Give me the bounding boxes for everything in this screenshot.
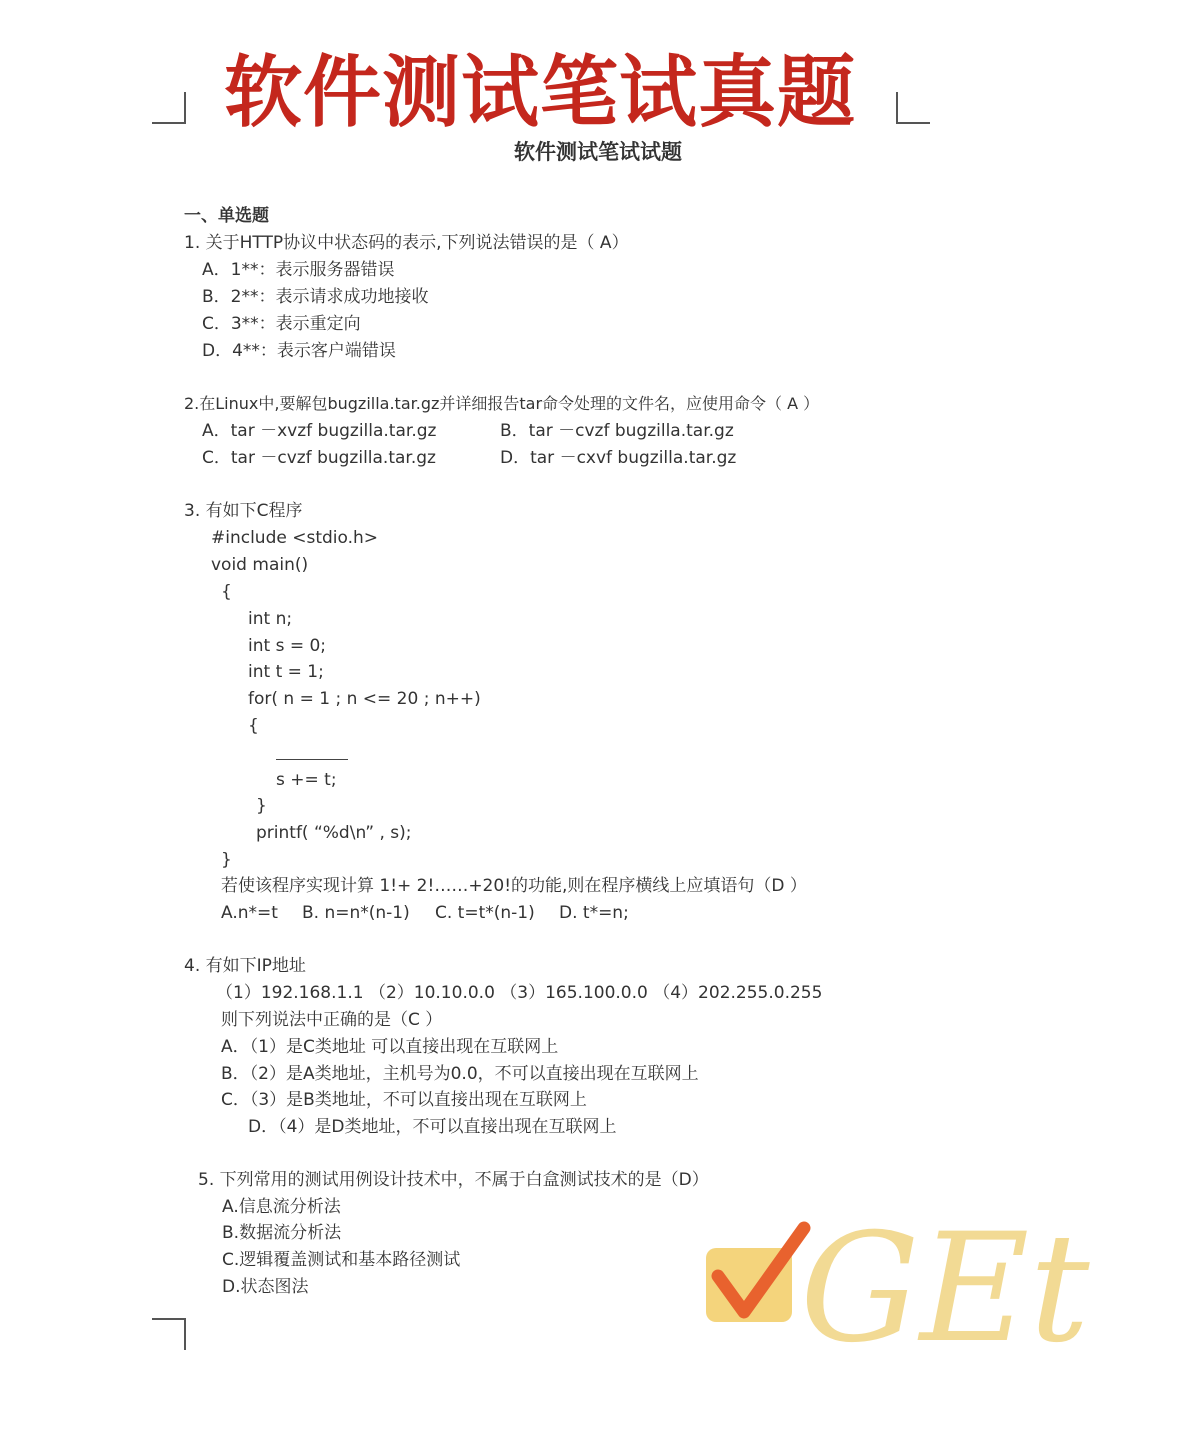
question-3-stem: 3. 有如下C程序 [184,501,303,521]
code-line: } [221,850,232,870]
code-line: printf( “%d\n” , s); [256,823,412,843]
question-1-option-c: C．3**：表示重定向 [202,314,361,334]
question-1-option-b: B．2**：表示请求成功地接收 [202,287,429,307]
get-watermark-text: GEt [800,1202,1090,1376]
code-line: int t = 1; [248,662,324,682]
code-line: void main() [211,555,309,575]
question-4-option-c: C．（3）是B类地址，不可以直接出现在互联网上 [221,1090,587,1110]
code-line: { [221,582,232,602]
question-4-ip-list: （1）192.168.1.1 （2）10.10.0.0 （3）165.100.0.0 （4）202.255.0.255 [216,983,823,1003]
code-line: { [248,716,259,736]
question-1-stem: 1. 关于HTTP协议中状态码的表示,下列说法错误的是（ A） [184,233,629,253]
question-2-option-d: D．tar －cxvf bugzilla.tar.gz [500,448,737,468]
section-title: 一、单选题 [184,206,269,226]
question-5-option-b: B.数据流分析法 [222,1223,342,1243]
question-3-option-b: B. n=n*(n-1) [302,903,410,923]
corner-mark-bottom-left [152,1318,186,1350]
question-5-stem: 5. 下列常用的测试用例设计技术中，不属于白盒测试技术的是（D） [198,1170,709,1190]
question-3-option-d: D. t*=n; [559,903,629,923]
question-3-option-a: A.n*=t [221,903,278,923]
code-line: } [256,796,267,816]
code-line: int s = 0; [248,636,327,656]
question-1-option-a: A．1**：表示服务器错误 [202,260,395,280]
question-5-option-c: C.逻辑覆盖测试和基本路径测试 [222,1250,461,1270]
question-4-stem: 4. 有如下IP地址 [184,956,306,976]
question-4-option-a: A．（1）是C类地址 可以直接出现在互联网上 [221,1037,559,1057]
code-line: #include <stdio.h> [211,528,379,548]
question-5-option-d: D.状态图法 [222,1277,309,1297]
code-line: for( n = 1 ; n <= 20 ; n++) [248,689,481,709]
question-4-question: 则下列说法中正确的是（C ） [221,1010,443,1030]
question-1-option-d: D．4**：表示客户端错误 [202,341,396,361]
question-2-stem: 2.在Linux中,要解包bugzilla.tar.gz并详细报告tar命令处理的文件名，应使用命令（ A ） [184,394,820,413]
question-2-option-b: B．tar －cvzf bugzilla.tar.gz [500,421,734,441]
question-2-option-c: C．tar －cvzf bugzilla.tar.gz [202,448,436,468]
code-line: int n; [248,609,293,629]
document-subtitle: 软件测试笔试试题 [514,140,682,164]
question-5-option-a: A.信息流分析法 [222,1197,341,1217]
get-watermark [700,1180,1090,1376]
banner-title: 软件测试笔试真题 [223,48,856,138]
question-4-option-b: B．（2）是A类地址，主机号为0.0，不可以直接出现在互联网上 [221,1064,699,1084]
question-4-option-d: D．（4）是D类地址，不可以直接出现在互联网上 [248,1117,617,1137]
question-3-question: 若使该程序实现计算 1!+ 2!……+20!的功能,则在程序横线上应填语句（D ） [221,876,807,896]
question-3-option-c: C. t=t*(n-1) [435,903,535,923]
code-line: s += t; [276,770,337,790]
question-2-option-a: A．tar －xvzf bugzilla.tar.gz [202,421,437,441]
fill-in-blank-line [276,758,348,760]
